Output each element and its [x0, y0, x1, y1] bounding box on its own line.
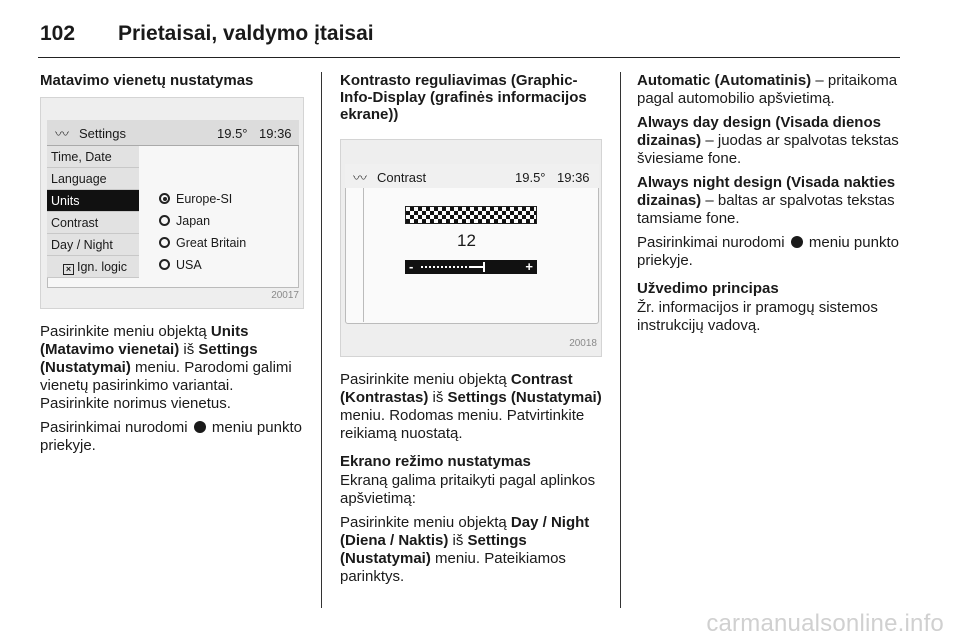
paragraph-selection-marker	[40, 419, 304, 455]
minus-icon[interactable]: -	[409, 259, 414, 274]
paragraph-contrast-instructions	[340, 371, 608, 443]
paragraph-day-night-instructions	[340, 514, 608, 586]
menu-item-ign-logic[interactable]	[47, 256, 139, 278]
term-automatic: Automatic (Automatinis)	[637, 72, 812, 89]
radio-icon	[159, 237, 170, 248]
temperature-readout: 19.5°	[217, 126, 248, 141]
option-europe-si[interactable]	[159, 188, 246, 210]
text: – baltas ar spalvotas tekstas tamsiame fone.	[637, 192, 895, 227]
option-label: Europe-SI	[176, 192, 233, 206]
text: meniu punkto priekyje.	[637, 234, 899, 269]
option-usa[interactable]	[159, 254, 246, 276]
radio-icon	[159, 259, 170, 270]
column-units	[40, 72, 304, 455]
settings-menu	[47, 146, 139, 278]
text: meniu. Parodomi galimi vienetų pasirinkimo variantai. Pasirinkite norimus vienetus.	[40, 359, 292, 412]
option-automatic	[637, 72, 905, 108]
text: Pasirinkimai nurodomi	[637, 234, 789, 251]
page-title: Prietaisai, valdymo įtaisai	[118, 22, 374, 45]
option-japan[interactable]	[159, 210, 246, 232]
column-contrast	[340, 72, 608, 586]
temperature-readout: 19.5°	[515, 170, 546, 185]
spacer	[340, 443, 608, 453]
term-settings: Settings (Nustatymai)	[447, 389, 602, 406]
text: meniu. Rodomas meniu. Patvirtinkite reikiamą nuostatą.	[340, 407, 585, 442]
section-heading-ignition: Užvedimo principas	[637, 280, 779, 297]
option-always-night	[637, 174, 905, 228]
contrast-slider[interactable]	[405, 260, 537, 274]
wing-logo-icon: 〰	[353, 170, 367, 186]
text: Pasirinkite meniu objektą	[40, 323, 211, 340]
paragraph-ignition: Žr. informacijos ir pramogų sistemos instrukcijų vadovą.	[637, 299, 878, 334]
text: meniu punkto priekyje.	[40, 419, 302, 454]
text: iš	[179, 341, 199, 358]
screen-title: Settings	[79, 126, 126, 141]
section-heading-units: Matavimo vienetų nustatymas	[40, 72, 254, 89]
radio-icon	[159, 215, 170, 226]
option-great-britain[interactable]	[159, 232, 246, 254]
filled-dot-icon	[194, 421, 206, 433]
slider-knob[interactable]	[483, 262, 485, 272]
screen-titlebar	[47, 120, 299, 146]
column-divider-left	[321, 72, 322, 608]
menu-item-contrast[interactable]: Contrast	[47, 212, 139, 234]
filled-dot-icon	[791, 236, 803, 248]
page-header	[38, 14, 900, 58]
page-number: 102	[40, 22, 76, 45]
text: Pasirinkite meniu objektą	[340, 371, 511, 388]
text: iš	[428, 389, 448, 406]
text: – pritaikoma pagal automobilio apšvietimą.	[637, 72, 898, 107]
text: Pasirinkimai nurodomi	[40, 419, 192, 436]
text: – juodas ar spalvotas tekstas šviesiame fone.	[637, 132, 899, 167]
option-label: Great Britain	[176, 236, 247, 250]
screen-side-line	[363, 188, 364, 322]
option-label: Japan	[176, 214, 211, 228]
paragraph-selection-marker	[637, 234, 905, 270]
column-options	[637, 72, 905, 335]
settings-screen-figure	[40, 97, 304, 309]
text: Pasirinkite meniu objektą	[340, 514, 511, 531]
contrast-test-pattern	[405, 206, 537, 224]
slider-ticks	[421, 266, 471, 268]
time-readout: 19:36	[259, 126, 292, 141]
term-day-night: Day / Night (Diena / Naktis)	[340, 514, 590, 549]
section-heading-display-mode: Ekrano režimo nustatymas	[340, 453, 531, 470]
ign-logic-label: Ign. logic	[77, 260, 128, 274]
watermark: carmanualsonline.info	[706, 610, 944, 637]
option-always-day	[637, 114, 905, 168]
term-settings: Settings (Nustatymai)	[340, 532, 527, 567]
units-options	[159, 188, 246, 276]
menu-item-units[interactable]: Units	[47, 190, 139, 212]
menu-item-language[interactable]: Language	[47, 168, 139, 190]
paragraph-units-instructions	[40, 323, 304, 413]
wing-logo-icon: 〰	[55, 126, 69, 142]
paragraph-display-mode: Ekraną galima pritaikyti pagal aplinkos apšvietimą:	[340, 472, 596, 507]
spacer	[637, 270, 905, 280]
contrast-value: 12	[457, 231, 476, 250]
figure-number: 20018	[569, 338, 597, 349]
screen-title: Contrast	[377, 170, 427, 185]
radio-selected-icon	[159, 193, 170, 204]
checkbox-icon: ×	[63, 264, 74, 275]
term-always-day: Always day design (Visada dienos dizainas)	[637, 114, 881, 149]
term-settings: Settings (Nustatymai)	[40, 341, 258, 376]
section-heading-contrast: Kontrasto reguliavimas (Graphic-Info-Display (grafinės informacijos ekrane))	[340, 72, 587, 123]
text: meniu. Pateikiamos parinktys.	[340, 550, 566, 585]
figure-number: 20017	[271, 290, 299, 301]
menu-item-time-date[interactable]: Time, Date	[47, 146, 139, 168]
menu-item-day-night[interactable]: Day / Night	[47, 234, 139, 256]
screen-titlebar	[345, 164, 599, 188]
term-contrast: Contrast (Kontrastas)	[340, 371, 573, 406]
slider-fill	[471, 266, 483, 268]
column-divider-right	[620, 72, 621, 608]
option-label: USA	[176, 258, 202, 272]
term-units: Units (Matavimo vienetai)	[40, 323, 249, 358]
contrast-screen-figure	[340, 139, 602, 357]
plus-icon[interactable]: +	[525, 259, 533, 274]
term-always-night: Always night design (Visada nakties dizainas)	[637, 174, 896, 209]
text: iš	[448, 532, 468, 549]
time-readout: 19:36	[557, 170, 590, 185]
